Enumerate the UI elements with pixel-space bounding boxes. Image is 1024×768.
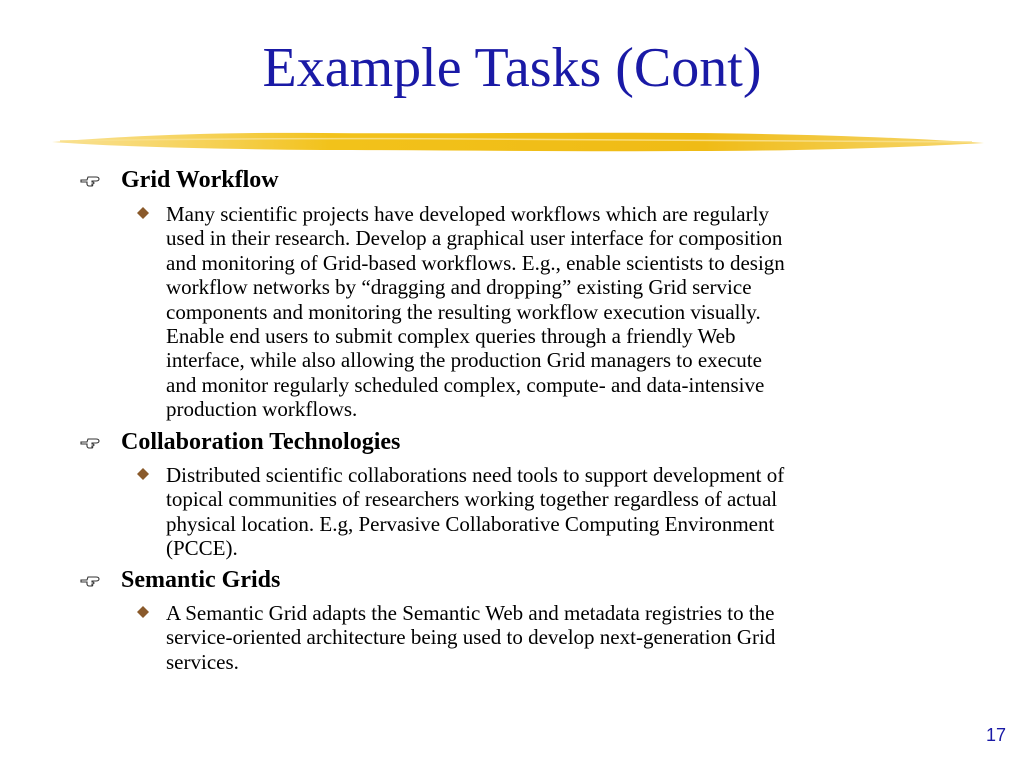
section-heading-semantic-grids: Semantic Grids xyxy=(121,567,281,593)
pointing-hand-icon xyxy=(80,433,102,451)
diamond-icon xyxy=(137,468,149,480)
diamond-icon xyxy=(137,606,149,618)
grid-workflow-description: Many scientific projects have developed workflows which are regularly used in their research. Develop a graphical user interface for composition and monitoring of Grid-based workflows. E.g., enable scientists to design workflow networks by “dragging and dropping” existing Grid service components and monitoring the resulting workflow execution visually. Enable end users to submit complex queries through a friendly Web interface, while also allowing the production Grid managers to execute and monitor regularly scheduled complex, compute- and data-intensive production workflows. xyxy=(166,202,785,422)
slide-title: Example Tasks (Cont) xyxy=(262,37,762,99)
pointing-hand-icon xyxy=(80,171,102,189)
section-heading-grid-workflow: Grid Workflow xyxy=(121,167,279,193)
semantic-grids-description: A Semantic Grid adapts the Semantic Web and metadata registries to the service-oriented architecture being used to develop next-generation Grid services. xyxy=(166,601,776,674)
collaboration-technologies-description: Distributed scientific collaborations need tools to support development of topical communities of researchers working together regardless of actual physical location. E.g, Pervasive Collaborative Computing Environment (PCCE). xyxy=(166,463,785,561)
pointing-hand-icon xyxy=(80,571,102,589)
page-number: 17 xyxy=(985,725,1006,745)
section-heading-collaboration-technologies: Collaboration Technologies xyxy=(121,429,401,455)
diamond-icon xyxy=(137,207,149,219)
